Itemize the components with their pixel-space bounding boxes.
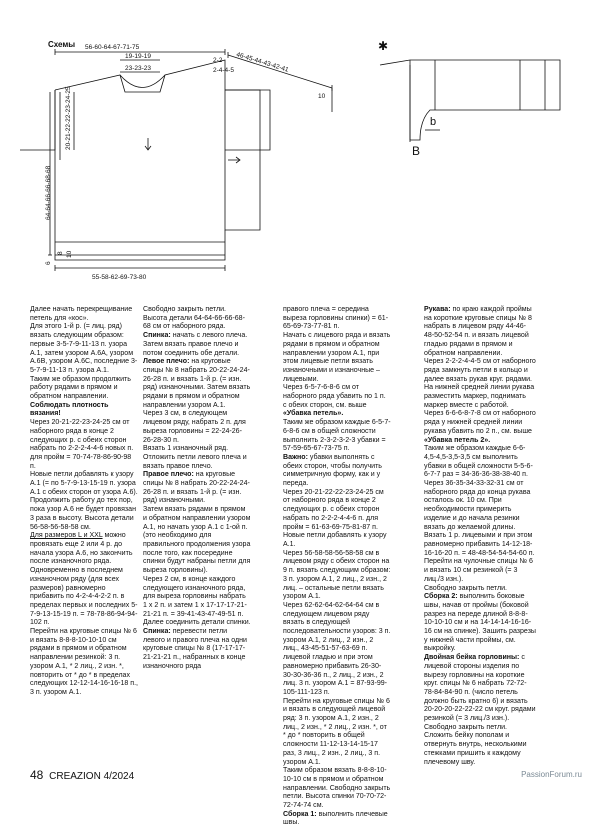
c2-p9: Далее соединить детали спинки. <box>143 619 251 627</box>
dim-neck-w2: 23-23-23 <box>125 65 152 72</box>
c3-p3: Через 6-5-7-6-8-6 см от наборного ряда убавить по 1 п. с обеих сторон, см. выше <box>283 384 386 409</box>
dim-rib-6: 6 <box>45 261 52 265</box>
c1-p4: Через 20-21-22-23-24-25 см от наборного ряда в конце 2 следующих р. с обеих сторон набрать по 2-2-2-4-4-6 новых п. для пройм = 70-74-78-86-90-98 п. <box>30 419 134 470</box>
c3-p10: Таким образом вязать 8-8-8-10-10-10 см в прямом и обратном направлении. Свободно закрыть петли. Высота спинки 70-70-72-72-74-74 см. <box>283 767 391 810</box>
c3-p4: Таким же образом каждые 6-5-7-6-8-6 см в общей сложности выполнить 2-3-2-3-2-3 убавки = 57-59-65-67-73-75 п. <box>283 419 391 453</box>
c1-p7: можно провязать еще 2 или 4 р. до начала узора А.6, но закончить после изнаночного ряда. Одновременно в последнем изнаночном ряду (для всех размеров) равномерно прибавить по 4-2-4-4-2-2 п. в пределах первых и последних 5-7-9-13-15-19 п. = 78-78-86-94-94-102 п. <box>30 532 138 627</box>
dim-arm-height: 20-21-22-22-23-24-25 <box>65 86 72 150</box>
c4-p10: с лицевой стороны изделия по вырезу горловины на короткие круг. спицы № 6 набрать 72-72-78-84-84-90 п. (число петель должно быть кратно 6) и вязать 20-20-20-22-22-22 см круг. рядами резинкой (= 3 лиц./3 изн.). Свободно закрыть петли. Сложить бейку пополам и отвернуть внутрь, несколькими стежками пришить к каждому плечевому шву. <box>424 654 536 766</box>
c2-h3: Правое плечо: <box>143 471 194 479</box>
c2-p1: Свободно закрыть петли. Высота детали 64-64-66-66-68-68 см от наборного ряда. <box>143 306 245 331</box>
sleeve-label-b: b <box>430 116 437 128</box>
c4-h3: Сборка 2: <box>424 593 458 601</box>
c1-p3: Таким же образом продолжить работу рядами в прямом и обратном направлении. <box>30 375 131 401</box>
text-column-1 <box>30 306 138 740</box>
watermark: PassionForum.ru <box>521 770 582 779</box>
text-column-2 <box>143 306 251 740</box>
dim-bottom-width: 55-58-62-69-73-80 <box>92 274 147 281</box>
c4-p4: Таким же образом каждые 6-6-4,5-4,5-3,5-3,5 см выполнить убавки в общей сложности 5-5-6-6-7-7 раз = 34-36-36-38-38-40 п. <box>424 445 533 479</box>
dim-top-width: 56-60-64-67-71-75 <box>85 44 140 51</box>
c2-p6: на круговые спицы № 8 набрать 20-22-24-24-26-28 п. и вязать 1-й р. (= изн. ряд) изнаночными. <box>143 471 250 505</box>
c4-p9: выполнить боковые швы, начав от проймы (боковой разрез на переде длиной 8-8-8-10-10-10 см и на 14-14-14-16-16-16 см на спинке). Зашить разрезы у нижней части проймы, см. выкройку. <box>424 593 536 653</box>
page-footer <box>30 768 134 782</box>
c4-p5: Через 36-35-34-33-32-31 см от наборного ряда до конца рукава осталось ок. 10 см. При необходимости примерить изделие и до начала резинки вязать до желаемой длины. <box>424 480 531 531</box>
c3-h2: Важно: <box>283 453 308 461</box>
c3-p6: Через 20-21-22-22-23-24-25 см от наборного ряда в конце 2 следующих р. с обеих сторон набрать по 2-2-2-4-4-6 п. для пройм = 61-63-69-75-81-87 п. Новые петли добавлять к узору А.1. <box>283 488 387 548</box>
c4-h4: Двойная бейка горловины: <box>424 654 520 662</box>
c3-p7: Через 56-58-58-56-58-58 см в лицевом ряду с обеих сторон на 9 п. вязать следующим образом: 3 п. узором А.1, 2 лиц., 2 изн., 2 лиц. – остальные петли вязать узором А.1. <box>283 549 391 601</box>
c3-p1: правого плеча = середина выреза горловины спинки) = 61-65-69-73-77-81 п. <box>283 306 389 331</box>
c1-p8: Перейти на круговые спицы № 6 и вязать 8-8-8-10-10-10 см рядами в прямом и обратном направлении резинкой: 3 п. узором А.1, * 2 лиц., 2 изн. *, повторить от * до * в пределах следующих 12-12-14-16-16-18 п., 3 п. узором А.1. <box>30 628 138 696</box>
c4-p3: Через 6-6-6-8-7-8 см от наборного ряда у нижней средней линии рукава убавить по 2 п., см. выше <box>424 410 536 435</box>
c1-p2: Для этого 1-й р. (= лиц. ряд) вязать следующим образом: первые 3-5-7-9-11-13 п. узора А.1, затем узором А.6А, узором А.6В, узором А.6С, последние 3-5-7-9-11-13 п. узора А.1. <box>30 323 138 374</box>
dim-shoulder: 46-45-44-43-42-41 <box>235 51 290 74</box>
dim-rib-8: 8 <box>57 251 64 255</box>
text-column-4 <box>424 306 536 766</box>
dim-sleeve-10: 10 <box>318 93 326 100</box>
c4-h2: «Убавка петель 2». <box>424 436 491 444</box>
c2-p2: начать с левого плеча. Затем вязать правое плечо и потом соединить обе детали. <box>143 332 248 357</box>
c4-p8: Свободно закрыть петли. <box>424 584 508 592</box>
c1-h1: Соблюдать плотность вязания! <box>30 401 109 418</box>
c2-p7: Затем вязать рядами в прямом и обратном направлении узором А.1, но начать узор А.1 с 1-ой п. (это необходимо для правильного продолжения узора после того, как посередине спинки будут набраны петли для выреза горловины). <box>143 506 251 575</box>
c2-h2: Левое плечо: <box>143 358 190 366</box>
c3-p2: Начать с лицевого ряда и вязать рядами в прямом и обратном направлении узором А.1, при этом лицевые петли вязать изнаночными и изнаночные – лицевыми. <box>283 332 391 383</box>
dim-neck-d2: 2-4-4-5 <box>213 67 234 74</box>
page-number: 48 <box>30 768 44 782</box>
c2-p8: Через 2 см, в конце каждого следующего изнаночного ряда, для выреза горловины набрать 1 х 2 п. и затем 1 х 17-17-17-21-21-21 п. = 39-41-43-47-49-51 п. <box>143 575 247 618</box>
c3-h3: Сборка 1: <box>283 810 317 818</box>
c4-p7: Перейти на чулочные спицы № 6 и вязать 10 см резинкой (= 3 лиц./3 изн.). <box>424 558 533 583</box>
c3-p8: Через 62-62-64-62-64-64 см в следующем лицевом ряду вязать в следующей последовательности узоров: 3 п. узором А.1, 2 лиц., 2 изн., 2 лиц., 43-45-51-57-63-69 п. лицевой гладью и при этом равномерно прибавить 26-30-30-30-36-36 п., 2 лиц., 2 изн., 2 лиц. 3 п. узором А.1 = 87-93-99-105-111-123 п. <box>283 601 391 696</box>
c4-p1: по краю каждой проймы на короткие круговые спицы № 8 набрать в лицевом ряду 44-46-48-50-52-54 п. и вязать лицевой гладью рядами в прямом и обратном направлении. <box>424 306 532 357</box>
c3-p11: выполнить плечевые швы. <box>283 810 388 827</box>
dim-rib-10: 10 <box>66 250 73 258</box>
c1-p5: Новые петли добавлять к узору А.1 (= по 5-7-9-13-15-19 п. узора А.1 с обеих сторон от узора А.6). <box>30 471 138 496</box>
c2-h4: Спинка: <box>143 628 171 636</box>
sleeve-label-B: B <box>412 144 421 158</box>
c2-h1: Спинка: <box>143 332 171 340</box>
c2-p3: на круговые спицы № 8 набрать 20-22-24-24-26-28 п. и вязать 1-й р. (= изн. ряд) изнаночными. Затем вязать рядами в прямом и обратном направлении узором А.1. <box>143 358 251 409</box>
dim-body-height: 64-64-66-66-68-68 <box>45 165 52 220</box>
magazine-name: CREAZION 4/2024 <box>49 771 135 782</box>
c2-p5: Вязать 1 изнаночный ряд. Отложить петли левого плеча и вязать правое плечо. <box>143 445 247 470</box>
c1-u1: Для размеров L и XXL <box>30 532 103 540</box>
c2-p10: перевести петли левого и правого плеча на одни круговые спицы № 8 (17-17-17-21-21-21 п., набранных в конце изнаночного ряда <box>143 628 247 670</box>
schemes-title: Схемы <box>48 40 76 49</box>
c4-p6: Вязать 1 р. лицевыми и при этом равномерно прибавить 14-12-18-16-16-20 п. = 48-48-54-54-54-60 п. <box>424 532 535 557</box>
c1-p6: Продолжить работу до тех пор, пока узор А.6 не будет провязан 3 раза в высоту. Высота детали 56-58-56-58-58 см. <box>30 497 136 531</box>
c1-p1: Далее начать перекрещивание петель для «кос». <box>30 306 133 322</box>
dim-neck-w1: 19-19-19 <box>125 53 152 60</box>
c4-p2: Через 2-2-2-4-4-5 см от наборного ряда замкнуть петли в кольцо и далее вязать рукав круг. рядами. На нижней средней линии рукава разместить маркер, поднимать маркер вместе с работой. <box>424 358 536 409</box>
knitting-schema <box>0 0 592 305</box>
star-mark: ✱ <box>378 39 389 53</box>
c2-p4: Через 3 см, в следующем лицевом ряду, набрать 2 п. для выреза горловины = 22-24-26-26-28-30 п. <box>143 410 246 444</box>
c3-h1: «Убавка петель». <box>283 410 344 418</box>
c3-p5: убавки выполнять с обеих сторон, чтобы получить симметричную форму, как и у переда. <box>283 453 382 488</box>
c4-h1: Рукава: <box>424 306 451 313</box>
text-column-3 <box>283 306 391 827</box>
dim-neck-d1: 2-2 <box>213 57 223 64</box>
c3-p9: Перейти на круговые спицы № 6 и вязать в следующей лицевой ряд: 3 п. узором А.1, 2 изн., 2 лиц., 2 изн., * 2 лиц., 2 изн. *, от * до * повторить в общей сложности 11-12-13-14-15-17 раз, 3 лиц., 2 изн., 2 лиц., 3 п. узором А.1. <box>283 697 390 766</box>
